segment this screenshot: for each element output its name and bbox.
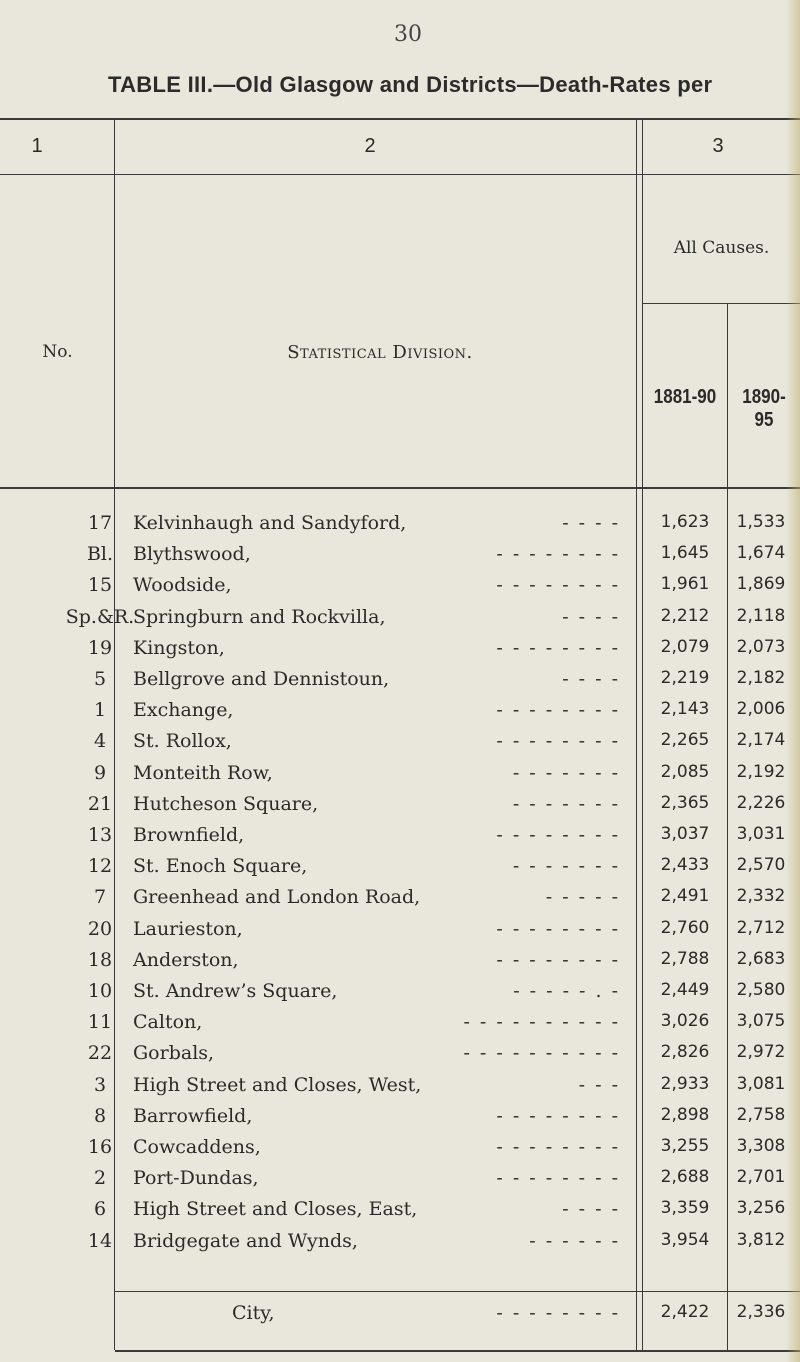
division-number: 19 [87, 636, 113, 659]
total-label: City, [232, 1302, 275, 1324]
rate-1881-90: 2,265 [660, 730, 710, 751]
period-1881-90-header: 1881-90 [653, 386, 717, 408]
no-header: No. [42, 342, 73, 362]
rate-1890-95: 2,174 [736, 730, 786, 751]
column-number-2: 2 [364, 135, 376, 157]
division-number: 21 [87, 792, 113, 815]
table-row [0, 726, 800, 756]
rate-1881-90: 2,933 [660, 1073, 710, 1094]
table-row [0, 664, 800, 694]
rate-1881-90: 1,645 [660, 543, 710, 564]
division-number: 18 [87, 948, 113, 971]
table-row [0, 914, 800, 944]
table-row [0, 882, 800, 912]
all-causes-rule [643, 303, 800, 304]
table-row [0, 1226, 800, 1256]
leader-dots: - - - - - - - - [496, 574, 620, 597]
division-name: Exchange, [133, 699, 234, 722]
table-row [0, 1007, 800, 1037]
leader-dots: - - - - [562, 1198, 620, 1221]
header-bottom-rule [0, 487, 800, 489]
division-number: 5 [93, 668, 107, 690]
rate-1881-90: 2,143 [660, 699, 710, 720]
rate-1890-95: 2,006 [736, 699, 786, 720]
division-name: Laurieston, [133, 917, 243, 940]
leader-dots: - - - - - - - - [496, 948, 620, 971]
all-causes-header: All Causes. [673, 238, 770, 258]
division-number: 20 [87, 917, 113, 940]
division-number: 7 [93, 886, 107, 909]
leader-dots: - - - [578, 1073, 620, 1096]
division-number: Sp.&R. [65, 605, 135, 628]
table-bottom-rule [115, 1350, 800, 1352]
division-name: Woodside, [133, 574, 232, 597]
table-row [0, 976, 800, 1006]
period-1890-95-header: 1890-95 [742, 386, 786, 431]
division-name: Port-Dundas, [133, 1167, 259, 1190]
leader-dots: - - - - - - - - [496, 1167, 620, 1190]
page-edge [786, 0, 800, 1362]
table-row [0, 695, 800, 725]
division-number: 6 [93, 1198, 107, 1221]
division-number: 13 [87, 824, 113, 846]
table-row [0, 945, 800, 975]
rate-1881-90: 1,623 [660, 512, 710, 532]
total-value-1881-90: 2,422 [660, 1302, 710, 1322]
division-name: Barrowfield, [133, 1104, 253, 1127]
rate-1881-90: 3,037 [660, 824, 710, 844]
leader-dots: - - - - [562, 512, 620, 534]
division-number: 12 [87, 855, 113, 878]
table-row [0, 1038, 800, 1068]
division-number: 4 [93, 730, 107, 753]
column-number-3: 3 [712, 135, 724, 157]
division-name: Calton, [133, 1011, 203, 1034]
division-number: 3 [93, 1073, 107, 1096]
leader-dots: - - - - - - - - [496, 636, 620, 659]
division-number: 15 [87, 574, 113, 597]
table-row [0, 1132, 800, 1162]
rate-1890-95: 2,972 [736, 1042, 786, 1063]
leader-dots: - - - - - - - - - - [463, 1042, 620, 1065]
leader-dots: - - - - - - - [512, 855, 620, 878]
table-row [0, 1101, 800, 1131]
division-name: Bellgrove and Dennistoun, [133, 668, 390, 690]
division-number: 1 [93, 699, 107, 722]
header-number-rule [0, 174, 800, 175]
leader-dots: - - - - - - - - [496, 730, 620, 753]
rate-1881-90: 2,826 [660, 1042, 710, 1063]
rate-1890-95: 2,580 [736, 980, 786, 1000]
table-row [0, 1163, 800, 1193]
division-number: 9 [93, 761, 107, 784]
leader-dots: - - - - [562, 668, 620, 690]
rate-1881-90: 2,688 [660, 1167, 710, 1188]
rate-1881-90: 2,079 [660, 636, 710, 657]
rate-1890-95: 2,712 [736, 917, 786, 938]
rate-1881-90: 1,961 [660, 574, 710, 595]
division-name: Springburn and Rockvilla, [133, 605, 386, 628]
rate-1881-90: 2,219 [660, 668, 710, 688]
table-row [0, 758, 800, 788]
division-number: 11 [87, 1011, 113, 1034]
leader-dots: - - - - - - - [512, 792, 620, 815]
rate-1890-95: 2,758 [736, 1104, 786, 1125]
rate-1890-95: 2,118 [736, 605, 786, 626]
division-number: 2 [93, 1167, 107, 1190]
rate-1890-95: 3,308 [736, 1136, 786, 1156]
rate-1881-90: 2,449 [660, 980, 710, 1000]
leader-dots: - - - - - [545, 886, 620, 909]
division-name: Gorbals, [133, 1042, 215, 1065]
division-name: St. Andrew’s Square, [133, 980, 338, 1002]
leader-dots: - - - - - - - - [496, 1302, 620, 1324]
division-number: 10 [87, 980, 113, 1002]
rate-1881-90: 2,085 [660, 761, 710, 782]
division-name: Kelvinhaugh and Sandyford, [133, 512, 407, 534]
rate-1890-95: 1,674 [736, 543, 786, 564]
leader-dots: - - - - - - - - [496, 824, 620, 846]
table-title: TABLE III.—Old Glasgow and Districts—Death-Rates per [108, 72, 713, 97]
division-number: 17 [87, 512, 113, 534]
division-name: High Street and Closes, West, [133, 1073, 422, 1096]
rate-1890-95: 1,533 [736, 512, 786, 532]
total-row [0, 1298, 800, 1328]
column-number-1: 1 [31, 135, 43, 157]
rate-1890-95: 2,182 [736, 668, 786, 688]
table-row [0, 539, 800, 569]
rate-1881-90: 2,433 [660, 855, 710, 876]
division-name: Cowcaddens, [133, 1136, 261, 1158]
rate-1881-90: 2,212 [660, 605, 710, 626]
division-name: Greenhead and London Road, [133, 886, 421, 909]
division-name: Blythswood, [133, 543, 251, 566]
statistical-division-header: Statistical Division. [287, 342, 473, 363]
rate-1890-95: 3,031 [736, 824, 786, 844]
rate-1890-95: 2,073 [736, 636, 786, 657]
rate-1890-95: 1,869 [736, 574, 786, 595]
leader-dots: - - - - - - - - - - [463, 1011, 620, 1034]
leader-dots: - - - - - - - [512, 761, 620, 784]
leader-dots: - - - - [562, 605, 620, 628]
leader-dots: - - - - - - - - [496, 543, 620, 566]
division-number: 16 [87, 1136, 113, 1158]
division-number: 14 [87, 1229, 113, 1252]
rate-1881-90: 3,255 [660, 1136, 710, 1156]
table-row [0, 633, 800, 663]
rate-1890-95: 2,226 [736, 792, 786, 813]
table-row [0, 570, 800, 600]
rate-1890-95: 2,332 [736, 886, 786, 907]
rate-1890-95: 2,192 [736, 761, 786, 782]
leader-dots: - - - - - - - - [496, 1136, 620, 1158]
rate-1890-95: 2,570 [736, 855, 786, 876]
division-name: Monteith Row, [133, 761, 273, 784]
leader-dots: - - - - - - [529, 1229, 620, 1252]
division-name: St. Enoch Square, [133, 855, 308, 878]
division-name: St. Rollox, [133, 730, 232, 753]
rate-1881-90: 2,760 [660, 917, 710, 938]
leader-dots: - - - - - - - - [496, 1104, 620, 1127]
total-rule [115, 1291, 800, 1292]
rate-1881-90: 2,491 [660, 886, 710, 907]
division-name: Hutcheson Square, [133, 792, 319, 815]
total-value-1890-95: 2,336 [736, 1302, 786, 1322]
rate-1881-90: 2,788 [660, 948, 710, 969]
page-number: 30 [394, 22, 422, 47]
table-row [0, 789, 800, 819]
table-top-rule [0, 118, 800, 120]
rate-1881-90: 2,365 [660, 792, 710, 813]
division-name: Brownfield, [133, 824, 245, 846]
table-row [0, 1070, 800, 1100]
division-name: Bridgegate and Wynds, [133, 1229, 358, 1252]
rate-1890-95: 3,812 [736, 1229, 786, 1250]
leader-dots: - - - - - . - [513, 980, 620, 1002]
division-number: 22 [87, 1042, 113, 1065]
rate-1881-90: 3,359 [660, 1198, 710, 1219]
rate-1890-95: 3,256 [736, 1198, 786, 1219]
table-row [0, 508, 800, 538]
division-name: Kingston, [133, 636, 225, 659]
table-row [0, 851, 800, 881]
rate-1881-90: 2,898 [660, 1104, 710, 1125]
division-number: Bl. [86, 543, 114, 566]
rate-1881-90: 3,954 [660, 1229, 710, 1250]
table-row [0, 1194, 800, 1224]
table-row [0, 820, 800, 850]
rate-1890-95: 3,081 [736, 1073, 786, 1094]
rate-1881-90: 3,026 [660, 1011, 710, 1032]
leader-dots: - - - - - - - - [496, 699, 620, 722]
rate-1890-95: 2,701 [736, 1167, 786, 1188]
division-number: 8 [93, 1104, 107, 1127]
leader-dots: - - - - - - - - [496, 917, 620, 940]
rate-1890-95: 3,075 [736, 1011, 786, 1032]
division-name: Anderston, [133, 948, 239, 971]
rate-1890-95: 2,683 [736, 948, 786, 969]
table-row [0, 602, 800, 632]
division-name: High Street and Closes, East, [133, 1198, 418, 1221]
